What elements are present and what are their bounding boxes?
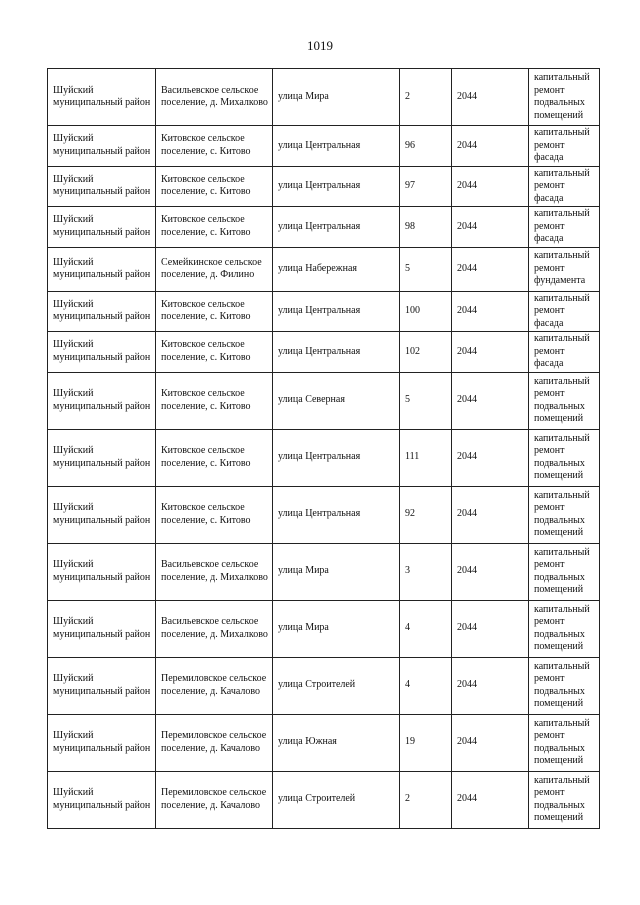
settlement-cell: Китовское сельское поселение, с. Китово: [156, 126, 273, 167]
street-cell: улица Центральная: [273, 429, 400, 486]
district-cell: Шуйский муниципальный район: [48, 486, 156, 543]
table-body: [48, 69, 600, 829]
house-number-cell: 92: [400, 486, 452, 543]
work-type-cell: капитальный ремонт подвальных помещений: [529, 600, 600, 657]
house-number-cell: 2: [400, 69, 452, 126]
year-cell: 2044: [452, 657, 529, 714]
settlement-cell: Васильевское сельское поселение, д. Михалково: [156, 69, 273, 126]
year-cell: 2044: [452, 372, 529, 429]
table-row: [48, 291, 600, 332]
house-number-cell: 5: [400, 372, 452, 429]
year-cell: 2044: [452, 486, 529, 543]
house-number-cell: 19: [400, 714, 452, 771]
house-number-cell: 5: [400, 247, 452, 291]
year-cell: 2044: [452, 600, 529, 657]
district-cell: Шуйский муниципальный район: [48, 600, 156, 657]
house-number-cell: 2: [400, 771, 452, 828]
year-cell: 2044: [452, 332, 529, 373]
table-row: [48, 332, 600, 373]
house-number-cell: 97: [400, 166, 452, 207]
district-cell: Шуйский муниципальный район: [48, 771, 156, 828]
work-type-cell: капитальный ремонт подвальных помещений: [529, 657, 600, 714]
table-row: [48, 429, 600, 486]
work-type-cell: капитальный ремонт подвальных помещений: [529, 69, 600, 126]
year-cell: 2044: [452, 126, 529, 167]
district-cell: Шуйский муниципальный район: [48, 714, 156, 771]
work-type-cell: капитальный ремонт фасада: [529, 332, 600, 373]
page-number: 1019: [307, 38, 333, 53]
district-cell: Шуйский муниципальный район: [48, 543, 156, 600]
work-type-cell: капитальный ремонт фасада: [529, 126, 600, 167]
year-cell: 2044: [452, 247, 529, 291]
house-number-cell: 100: [400, 291, 452, 332]
street-cell: улица Центральная: [273, 207, 400, 248]
table-row: [48, 486, 600, 543]
district-cell: Шуйский муниципальный район: [48, 69, 156, 126]
year-cell: 2044: [452, 714, 529, 771]
work-type-cell: капитальный ремонт фасада: [529, 207, 600, 248]
house-number-cell: 4: [400, 600, 452, 657]
district-cell: Шуйский муниципальный район: [48, 429, 156, 486]
work-type-cell: капитальный ремонт фундамента: [529, 247, 600, 291]
settlement-cell: Семейкинское сельское поселение, д. Филино: [156, 247, 273, 291]
work-type-cell: капитальный ремонт подвальных помещений: [529, 771, 600, 828]
table-row: [48, 207, 600, 248]
street-cell: улица Центральная: [273, 486, 400, 543]
work-type-cell: капитальный ремонт фасада: [529, 166, 600, 207]
year-cell: 2044: [452, 429, 529, 486]
year-cell: 2044: [452, 207, 529, 248]
street-cell: улица Центральная: [273, 332, 400, 373]
table-row: [48, 126, 600, 167]
street-cell: улица Центральная: [273, 291, 400, 332]
table-row: [48, 714, 600, 771]
settlement-cell: Китовское сельское поселение, с. Китово: [156, 486, 273, 543]
street-cell: улица Мира: [273, 543, 400, 600]
district-cell: Шуйский муниципальный район: [48, 372, 156, 429]
street-cell: улица Северная: [273, 372, 400, 429]
district-cell: Шуйский муниципальный район: [48, 291, 156, 332]
district-cell: Шуйский муниципальный район: [48, 332, 156, 373]
repair-schedule-table: [47, 68, 600, 829]
settlement-cell: Китовское сельское поселение, с. Китово: [156, 166, 273, 207]
district-cell: Шуйский муниципальный район: [48, 166, 156, 207]
street-cell: улица Южная: [273, 714, 400, 771]
house-number-cell: 4: [400, 657, 452, 714]
house-number-cell: 96: [400, 126, 452, 167]
year-cell: 2044: [452, 69, 529, 126]
table-row: [48, 166, 600, 207]
table-row: [48, 69, 600, 126]
street-cell: улица Мира: [273, 69, 400, 126]
settlement-cell: Васильевское сельское поселение, д. Михалково: [156, 600, 273, 657]
street-cell: улица Центральная: [273, 126, 400, 167]
table-row: [48, 372, 600, 429]
street-cell: улица Центральная: [273, 166, 400, 207]
year-cell: 2044: [452, 543, 529, 600]
district-cell: Шуйский муниципальный район: [48, 207, 156, 248]
street-cell: улица Строителей: [273, 657, 400, 714]
settlement-cell: Китовское сельское поселение, с. Китово: [156, 372, 273, 429]
work-type-cell: капитальный ремонт подвальных помещений: [529, 543, 600, 600]
settlement-cell: Китовское сельское поселение, с. Китово: [156, 332, 273, 373]
district-cell: Шуйский муниципальный район: [48, 657, 156, 714]
district-cell: Шуйский муниципальный район: [48, 247, 156, 291]
settlement-cell: Перемиловское сельское поселение, д. Качалово: [156, 714, 273, 771]
year-cell: 2044: [452, 291, 529, 332]
house-number-cell: 102: [400, 332, 452, 373]
year-cell: 2044: [452, 166, 529, 207]
table-row: [48, 657, 600, 714]
table-row: [48, 600, 600, 657]
house-number-cell: 111: [400, 429, 452, 486]
table-row: [48, 543, 600, 600]
house-number-cell: 3: [400, 543, 452, 600]
street-cell: улица Мира: [273, 600, 400, 657]
street-cell: улица Строителей: [273, 771, 400, 828]
settlement-cell: Китовское сельское поселение, с. Китово: [156, 207, 273, 248]
year-cell: 2044: [452, 771, 529, 828]
work-type-cell: капитальный ремонт подвальных помещений: [529, 486, 600, 543]
table-row: [48, 771, 600, 828]
settlement-cell: Васильевское сельское поселение, д. Михалково: [156, 543, 273, 600]
work-type-cell: капитальный ремонт подвальных помещений: [529, 372, 600, 429]
district-cell: Шуйский муниципальный район: [48, 126, 156, 167]
work-type-cell: капитальный ремонт фасада: [529, 291, 600, 332]
work-type-cell: капитальный ремонт подвальных помещений: [529, 714, 600, 771]
settlement-cell: Китовское сельское поселение, с. Китово: [156, 429, 273, 486]
work-type-cell: капитальный ремонт подвальных помещений: [529, 429, 600, 486]
street-cell: улица Набережная: [273, 247, 400, 291]
house-number-cell: 98: [400, 207, 452, 248]
table-row: [48, 247, 600, 291]
settlement-cell: Китовское сельское поселение, с. Китово: [156, 291, 273, 332]
settlement-cell: Перемиловское сельское поселение, д. Качалово: [156, 771, 273, 828]
settlement-cell: Перемиловское сельское поселение, д. Качалово: [156, 657, 273, 714]
